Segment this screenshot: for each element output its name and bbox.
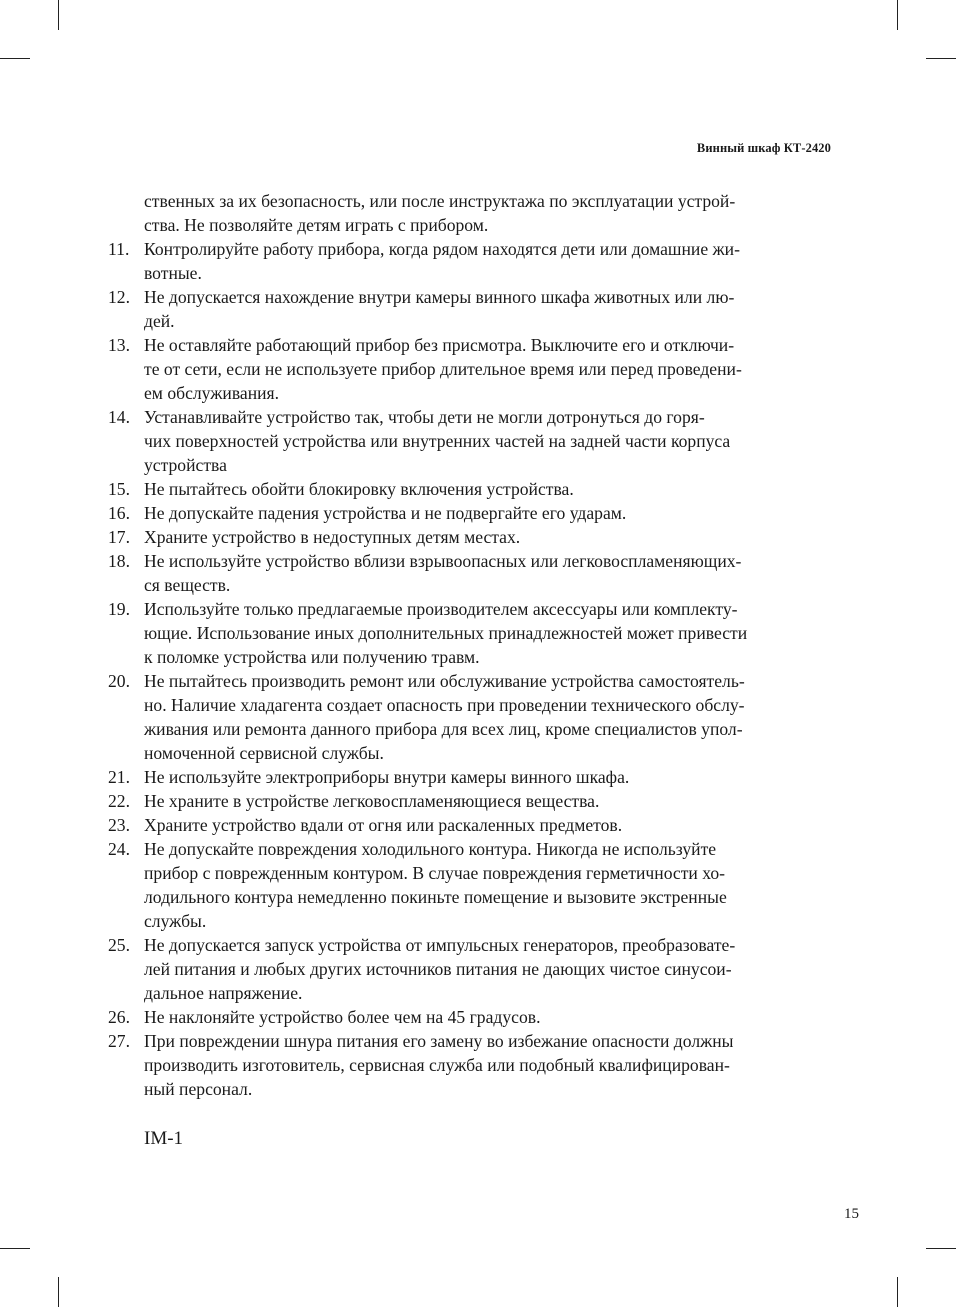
item-line: дальное напряжение.	[144, 983, 303, 1003]
item-line: дей.	[144, 311, 175, 331]
list-item	[108, 477, 833, 501]
list-item	[108, 813, 833, 837]
list-item	[108, 501, 833, 525]
item-text	[144, 285, 833, 333]
item-line: те от сети, если не используете прибор длительное время или перед проведени-	[144, 359, 742, 379]
item-number: 13.	[108, 335, 130, 355]
item-line: номоченной сервисной службы.	[144, 743, 384, 763]
item-number: 26.	[108, 1007, 130, 1027]
item-number: 15.	[108, 479, 130, 499]
list-item	[108, 237, 833, 285]
item-text	[144, 813, 833, 837]
item-line: производить изготовитель, сервисная служба или подобный квалифицирован-	[144, 1055, 730, 1075]
item-text	[144, 597, 833, 669]
item-line: устройства	[144, 455, 227, 475]
intro-paragraph	[108, 189, 833, 237]
item-line: Не пытайтесь производить ремонт или обслуживание устройства самостоятель-	[144, 671, 745, 691]
item-number: 23.	[108, 815, 130, 835]
running-header: Винный шкаф КТ-2420	[696, 141, 831, 155]
item-text	[144, 765, 833, 789]
item-line: к поломке устройства или получению травм.	[144, 647, 480, 667]
item-line: чих поверхностей устройства или внутренних частей на задней части корпуса	[144, 431, 731, 451]
item-number: 25.	[108, 935, 130, 955]
item-line: Храните устройство в недоступных детям местах.	[144, 527, 521, 547]
crop-mark-top-left-h	[0, 58, 30, 59]
crop-mark-bottom-left-h	[0, 1248, 30, 1249]
item-line: Не допускайте повреждения холодильного контура. Никогда не используйте	[144, 839, 717, 859]
item-line: вотные.	[144, 263, 202, 283]
item-line: ся веществ.	[144, 575, 231, 595]
item-line: При повреждении шнура питания его замену во избежание опасности должны	[144, 1031, 734, 1051]
item-number: 18.	[108, 551, 130, 571]
item-text	[144, 549, 833, 597]
item-line: Не допускается запуск устройства от импульсных генераторов, преобразовате-	[144, 935, 736, 955]
item-line: Не используйте электроприборы внутри камеры винного шкафа.	[144, 767, 630, 787]
item-text	[144, 501, 833, 525]
list-item	[108, 1029, 833, 1101]
crop-mark-bottom-left	[58, 1277, 59, 1307]
item-text	[144, 789, 833, 813]
item-line: прибор с поврежденным контуром. В случае повреждения герметичности хо-	[144, 863, 726, 883]
item-line: лодильного контура немедленно покиньте помещение и вызовите экстренные	[144, 887, 727, 907]
intro-line: ства. Не позволяйте детям играть с прибором.	[144, 215, 489, 235]
item-line: Устанавливайте устройство так, чтобы дети не могли дотронуться до горя-	[144, 407, 705, 427]
item-line: но. Наличие хладагента создает опасность при проведении технического обслу-	[144, 695, 745, 715]
item-number: 11.	[108, 239, 130, 259]
item-text	[144, 525, 833, 549]
numbered-items	[108, 237, 833, 1101]
item-line: Не оставляйте работающий прибор без присмотра. Выключите его и отключи-	[144, 335, 735, 355]
item-number: 24.	[108, 839, 130, 859]
item-line: Не допускайте падения устройства и не подвергайте его ударам.	[144, 503, 627, 523]
item-number: 22.	[108, 791, 130, 811]
crop-mark-bottom-right	[897, 1277, 898, 1307]
item-text	[144, 333, 833, 405]
item-line: службы.	[144, 911, 207, 931]
list-item	[108, 525, 833, 549]
item-line: ный персонал.	[144, 1079, 253, 1099]
item-line: лей питания и любых других источников питания не дающих чистое синусои-	[144, 959, 732, 979]
item-text	[144, 405, 833, 477]
item-text	[144, 1005, 833, 1029]
list-item	[108, 1005, 833, 1029]
item-line: Не допускается нахождение внутри камеры винного шкафа животных или лю-	[144, 287, 735, 307]
item-line: Не используйте устройство вблизи взрывоопасных или легковоспламеняющих-	[144, 551, 742, 571]
list-item	[108, 405, 833, 477]
item-line: Используйте только предлагаемые производителем аксессуары или комплекту-	[144, 599, 738, 619]
item-number: 19.	[108, 599, 130, 619]
item-number: 16.	[108, 503, 130, 523]
document-code: IM-1	[144, 1128, 184, 1149]
crop-mark-top-right	[897, 0, 898, 30]
list-item	[108, 597, 833, 669]
item-number: 20.	[108, 671, 130, 691]
instruction-list	[108, 189, 833, 1101]
crop-mark-top-right-h	[926, 58, 956, 59]
page-number: 15	[844, 1206, 859, 1222]
item-text	[144, 933, 833, 1005]
item-line: Не пытайтесь обойти блокировку включения устройства.	[144, 479, 574, 499]
item-line: живания или ремонта данного прибора для всех лиц, кроме специалистов упол-	[144, 719, 743, 739]
list-item	[108, 669, 833, 765]
item-number: 21.	[108, 767, 130, 787]
item-text	[144, 1029, 833, 1101]
item-number: 17.	[108, 527, 130, 547]
intro-line: ственных за их безопасность, или после инструктажа по эксплуатации устрой-	[144, 191, 736, 211]
crop-mark-bottom-right-h	[926, 1248, 956, 1249]
list-item	[108, 333, 833, 405]
list-item	[108, 789, 833, 813]
item-line: Храните устройство вдали от огня или раскаленных предметов.	[144, 815, 623, 835]
item-text	[144, 669, 833, 765]
item-number: 27.	[108, 1031, 130, 1051]
list-item	[108, 765, 833, 789]
item-line: Не храните в устройстве легковоспламеняющиеся вещества.	[144, 791, 600, 811]
list-item	[108, 549, 833, 597]
item-line: Не наклоняйте устройство более чем на 45 градусов.	[144, 1007, 541, 1027]
item-number: 14.	[108, 407, 130, 427]
item-number: 12.	[108, 287, 130, 307]
crop-mark-top-left	[58, 0, 59, 30]
list-item	[108, 933, 833, 1005]
item-text	[144, 837, 833, 933]
item-text	[144, 477, 833, 501]
item-line: Контролируйте работу прибора, когда рядом находятся дети или домашние жи-	[144, 239, 740, 259]
item-line: ем обслуживания.	[144, 383, 280, 403]
list-item	[108, 837, 833, 933]
list-item	[108, 285, 833, 333]
item-text	[144, 237, 833, 285]
item-line: ющие. Использование иных дополнительных принадлежностей может привести	[144, 623, 748, 643]
